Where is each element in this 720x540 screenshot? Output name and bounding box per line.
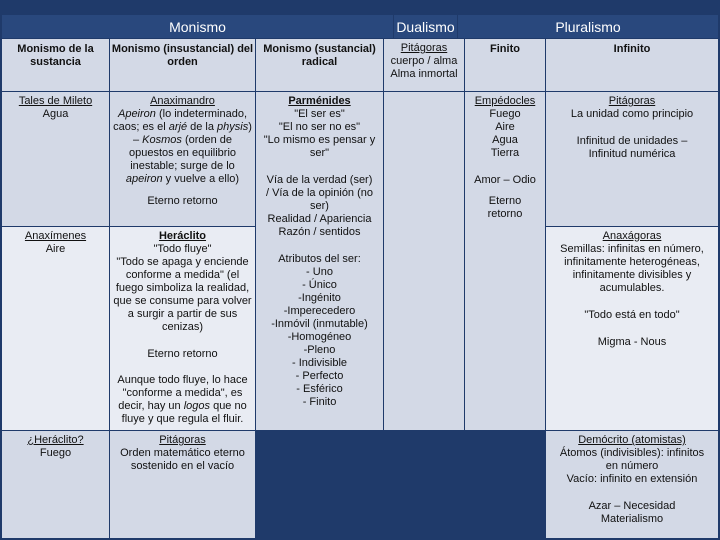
logos-term: logos	[183, 400, 211, 412]
via-line2: / Vía de la opinión (no	[265, 187, 374, 199]
democrito-line1: Átomos (indivisibles): infinitos	[559, 447, 705, 459]
anaxagoras-line1: Semillas: infinitas en número,	[560, 243, 704, 255]
anaxagoras-name: Anaxágoras	[602, 230, 662, 242]
anaxagoras-line2: infinitamente heterogéneas,	[564, 256, 700, 268]
pitagoras-orden-name: Pitágoras	[159, 434, 206, 446]
subheader-pitagoras-dualismo	[384, 39, 464, 91]
cell-heraclito	[110, 227, 255, 430]
democrito-name: Demócrito (atomistas)	[578, 434, 686, 446]
eterno-retorno-empedocles-2: retorno	[487, 208, 523, 220]
heraclito-name: Heráclito	[158, 230, 207, 242]
via-line5: Razón / sentidos	[278, 226, 361, 238]
pitagoras-infinito-line3: Infinitud numérica	[588, 148, 676, 160]
aunque-line4: fluye y que regula el fluir.	[121, 413, 244, 425]
subheader-col2-label: Monismo (insustancial) del orden	[111, 43, 254, 68]
elemento-tierra: Tierra	[490, 147, 520, 159]
atributo-4: -Imperecedero	[283, 305, 356, 317]
cell-parmenides	[256, 92, 383, 430]
atributo-2: - Único	[302, 279, 337, 291]
apeiron-line4: opuestos en equilibrio	[128, 147, 237, 159]
apeiron-line1: (lo indeterminado,	[155, 108, 248, 120]
heraclito-line1: "Todo fluye"	[153, 243, 212, 255]
via-line4: Realidad / Apariencia	[267, 213, 372, 225]
apeiron-line3c: (orden de	[181, 134, 233, 146]
pitagoras-infinito-line2: Infinitud de unidades –	[576, 135, 688, 147]
aunque-line3a: decir, hay un	[118, 400, 184, 412]
atributo-8: - Indivisible	[291, 357, 348, 369]
atributo-1: - Uno	[306, 266, 333, 278]
subheader-monismo-sustancia	[2, 39, 109, 91]
cell-dualismo-empty	[384, 92, 464, 430]
heraclito-line4: fuego simboliza la realidad,	[115, 282, 250, 294]
header-dualismo	[394, 15, 457, 38]
apeiron-line3a: –	[132, 134, 143, 146]
pitagoras-dualismo-line1: cuerpo / alma	[390, 55, 458, 67]
subheader-infinito	[546, 39, 718, 91]
eterno-retorno-heraclito: Eterno retorno	[147, 348, 218, 360]
atributo-7: -Pleno	[303, 344, 336, 356]
pitagoras-orden-line1: Orden matemático eterno	[120, 447, 245, 459]
header-monismo-label: Monismo	[169, 18, 226, 35]
apeiron-term: Apeiron	[117, 108, 156, 120]
subheader-col3-label: Monismo (sustancial) radical	[263, 43, 376, 68]
pitagoras-dualismo-name: Pitágoras	[400, 42, 448, 54]
atributo-5: -Inmóvil (inmutable)	[271, 318, 368, 330]
anaximenes-element: Aire	[45, 243, 66, 255]
header-pluralismo	[458, 15, 718, 38]
democrito-line2: en número	[605, 460, 659, 472]
heraclito-element: Fuego	[39, 447, 72, 459]
cell-democrito	[546, 431, 718, 538]
header-monismo	[2, 15, 393, 38]
heraclito-question-name: ¿Heráclito?	[27, 434, 84, 446]
anaxagoras-migma-nous: Migma - Nous	[597, 336, 667, 348]
heraclito-line6: a surgir a partir de sus	[127, 308, 238, 320]
amor-odio: Amor – Odio	[474, 174, 536, 186]
atributo-6: -Homogéneo	[287, 331, 352, 343]
physis-term: physis	[217, 121, 249, 133]
arje-term: arjé	[168, 121, 188, 133]
parmenides-line1: "El ser es"	[294, 108, 345, 120]
democrito-line5: Materialismo	[600, 513, 664, 525]
cell-anaximandro	[110, 92, 255, 226]
apeiron-line6: y vuelve a ello)	[162, 173, 240, 185]
heraclito-line7: cenizas)	[162, 321, 203, 333]
heraclito-line5: que se consume para volver	[113, 295, 252, 307]
pitagoras-dualismo-line2: Alma inmortal	[390, 68, 458, 80]
elemento-aire: Aire	[495, 121, 515, 133]
parmenides-line2: "El no ser no es"	[278, 121, 361, 133]
atributo-9: - Perfecto	[295, 370, 344, 382]
kosmos-term: Kosmos	[142, 134, 182, 146]
empedocles-name: Empédocles	[474, 95, 536, 107]
parmenides-line3: "Lo mismo es pensar y	[263, 134, 376, 146]
cell-anaxagoras	[546, 227, 718, 430]
aunque-line2: "conforme a medida", es	[122, 387, 243, 399]
aunque-line1: Aunque todo fluye, lo hace	[117, 374, 248, 386]
apeiron-line5: inestable; surge de lo	[130, 160, 235, 172]
apeiron-line2a: caos; es el	[113, 121, 169, 133]
apeiron-line2e: )	[248, 121, 252, 133]
eterno-retorno-anaximandro: Eterno retorno	[147, 195, 218, 207]
cell-pitagoras-infinito	[546, 92, 718, 226]
aunque-line3c: que no	[210, 400, 247, 412]
atributo-10: - Esférico	[296, 383, 343, 395]
heraclito-line2: "Todo se apaga y enciende	[116, 256, 249, 268]
cell-pitagoras-orden	[110, 431, 255, 538]
democrito-line4: Azar – Necesidad	[588, 500, 676, 512]
apeiron-line2c: de la	[187, 121, 218, 133]
apeiron-term-2: apeiron	[125, 173, 163, 185]
elemento-fuego: Fuego	[489, 108, 521, 120]
cell-bottom-blank	[256, 431, 545, 538]
cell-empedocles	[465, 92, 545, 430]
subheader-col5-label: Finito	[490, 43, 520, 55]
parmenides-line4: ser"	[309, 147, 330, 159]
eterno-retorno-empedocles-1: Eterno	[488, 195, 522, 207]
subheader-monismo-radical	[256, 39, 383, 91]
elemento-agua: Agua	[492, 134, 518, 146]
atributos-title: Atributos del ser:	[278, 253, 361, 265]
subheader-col6-label: Infinito	[613, 43, 651, 55]
tales-element: Agua	[42, 108, 69, 120]
cell-tales	[2, 92, 109, 226]
anaximenes-name: Anaxímenes	[24, 230, 87, 242]
via-line3: ser)	[310, 200, 329, 212]
subheader-monismo-orden	[110, 39, 255, 91]
heraclito-line3: conforme a medida" (el	[125, 269, 240, 281]
header-dualismo-label: Dualismo	[396, 18, 455, 35]
anaxagoras-todo-en-todo: "Todo está en todo"	[584, 309, 680, 321]
atributo-11: - Finito	[302, 396, 337, 408]
cell-anaximenes	[2, 227, 109, 430]
atributo-3: -Ingénito	[298, 292, 341, 304]
anaximandro-name: Anaximandro	[150, 95, 215, 107]
pitagoras-infinito-line1: La unidad como principio	[570, 108, 694, 120]
parmenides-name: Parménides	[288, 95, 351, 107]
pitagoras-infinito-name: Pitágoras	[608, 95, 656, 107]
via-line1: Vía de la verdad (ser)	[266, 174, 373, 186]
anaxagoras-line3: infinitamente divisibles y	[572, 269, 692, 281]
subheader-col1-label: Monismo de la sustancia	[17, 43, 94, 68]
democrito-line3: Vacío: infinito en extensión	[566, 473, 698, 485]
pitagoras-orden-line2: sostenido en el vacío	[130, 460, 235, 472]
tales-name: Tales de Mileto	[18, 95, 93, 107]
header-pluralismo-label: Pluralismo	[555, 18, 621, 35]
anaxagoras-line4: acumulables.	[599, 282, 665, 294]
cell-heraclito-fuego	[2, 431, 109, 538]
subheader-finito	[465, 39, 545, 91]
